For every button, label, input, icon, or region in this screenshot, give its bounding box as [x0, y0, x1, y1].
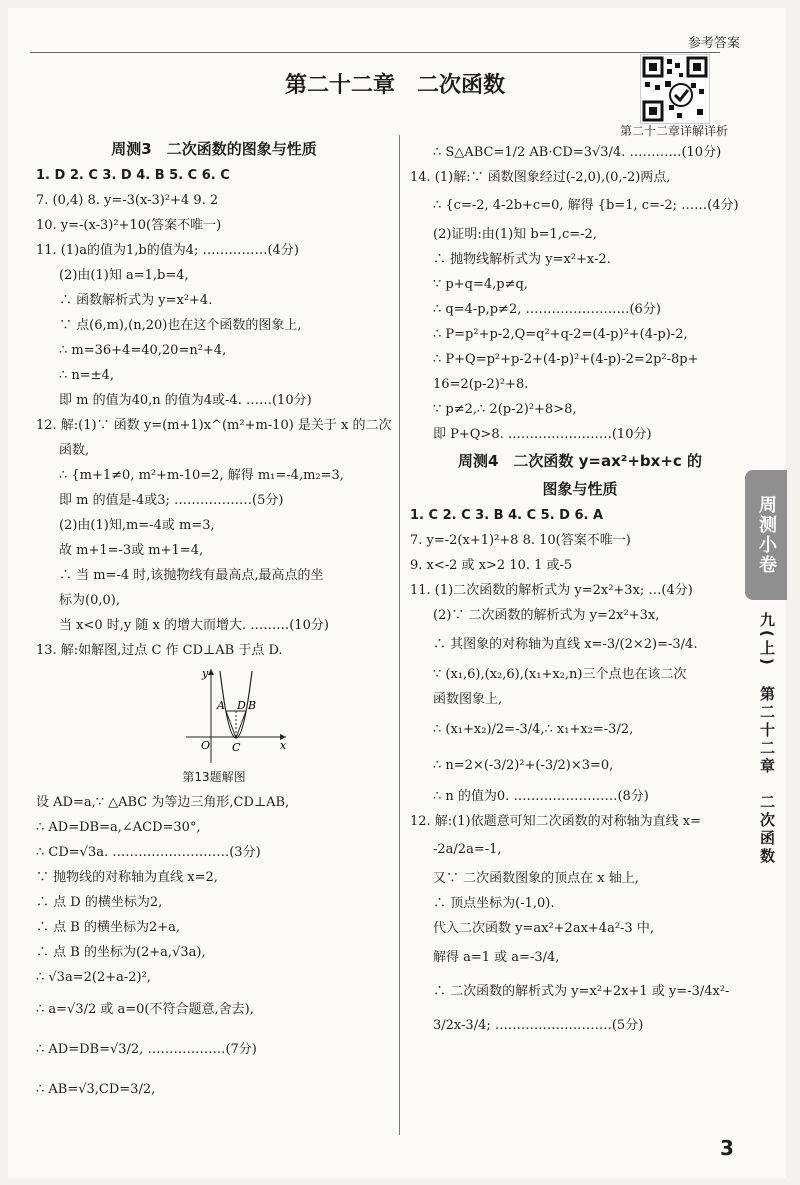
answer-line: ∴ q=4-p,p≠2, ……………………(6分) — [433, 302, 661, 317]
answer-line: ∴ 其图象的对称轴为直线 x=-3/(2×2)=-3/4. — [433, 637, 698, 652]
answer-line: ∴ AD=DB=a,∠ACD=30°, — [36, 820, 201, 835]
column-divider — [399, 135, 400, 1135]
answer-line: 1. C 2. C 3. B 4. C 5. D 6. A — [410, 508, 604, 523]
chapter-title: 第二十二章 二次函数 — [284, 73, 505, 98]
answer-line: ∴ {m+1≠0, m²+m-10=2, 解得 m₁=-4,m₂=3, — [59, 468, 344, 483]
answer-line: ∴ 函数解析式为 y=x²+4. — [59, 293, 213, 308]
answer-line: 代入二次函数 y=ax²+2ax+4a²-3 中, — [433, 921, 654, 936]
answer-line: 设 AD=a,∵ △ABC 为等边三角形,CD⊥AB, — [36, 795, 290, 810]
fig-label-b: B — [248, 699, 257, 712]
answers-header: 参考答案 — [688, 36, 741, 51]
qr-caption: 第二十二章详解详析 — [620, 124, 729, 138]
answer-line: ∴ n 的值为0. ……………………(8分) — [433, 789, 649, 804]
right-column — [410, 140, 750, 1043]
figure-13 — [36, 665, 392, 765]
answer-line: 14. (1)解:∵ 函数图象经过(-2,0),(0,-2)两点, — [410, 170, 671, 185]
fig-label-d: D — [237, 699, 246, 712]
answer-line: ∴ CD=√3a. ………………………(3分) — [36, 845, 261, 860]
answer-line: ∴ 二次函数的解析式为 y=x²+2x+1 或 y=-3/4x²- — [433, 984, 730, 999]
answer-line: ∵ 抛物线的对称轴为直线 x=2, — [36, 870, 218, 885]
answer-line: 1. D 2. C 3. D 4. B 5. C 6. C — [36, 168, 230, 183]
page-number: 3 — [720, 1136, 734, 1160]
answer-line: ∴ AD=DB=√3/2, ………………(7分) — [36, 1042, 257, 1057]
side-tab-weekly-quiz[interactable]: 周测小卷 — [745, 470, 787, 600]
parabola-diagram — [36, 665, 392, 765]
section-title-week3: 周测3 二次函数的图象与性质 — [111, 140, 317, 158]
answer-line: ∴ S△ABC=1/2 AB·CD=3√3/4. …………(10分) — [433, 145, 722, 160]
answer-line: 11. (1)二次函数的解析式为 y=2x²+3x; …(4分) — [410, 583, 693, 598]
answer-line: 12. 解:(1)依题意可知二次函数的对称轴为直线 x= — [410, 814, 701, 829]
answer-line: 故 m+1=-3或 m+1=4, — [59, 543, 204, 558]
answer-line: ∴ {c=-2, 4-2b+c=0, 解得 {b=1, c=-2; ……(4分) — [433, 198, 739, 213]
top-rule — [30, 52, 720, 53]
fig-label-o: O — [201, 739, 211, 752]
answer-line: (2)由(1)知 a=1,b=4, — [59, 268, 189, 283]
answer-line: ∵ (x₁,6),(x₂,6),(x₁+x₂,n)三个点也在该二次 — [433, 667, 687, 682]
answer-line: ∵ p≠2,∴ 2(p-2)²+8>8, — [433, 402, 577, 417]
answer-line: ∴ 点 B 的横坐标为2+a, — [36, 920, 180, 935]
answer-line: ∴ √3a=2(2+a-2)², — [36, 970, 151, 985]
answer-line: 又∵ 二次函数图象的顶点在 x 轴上, — [433, 871, 639, 886]
side-vertical-label: 九(上) 第二十二章 二次函数 — [758, 612, 776, 866]
answer-line: 7. y=-2(x+1)²+8 8. 10(答案不唯一) — [410, 533, 631, 548]
left-column — [36, 135, 392, 1110]
fig-label-a: A — [217, 699, 225, 712]
fig-label-y: y — [202, 667, 209, 680]
answer-line: 即 P+Q>8. ……………………(10分) — [433, 427, 652, 442]
answer-line: (2)证明:由(1)知 b=1,c=-2, — [433, 227, 597, 242]
answer-line: 解得 a=1 或 a=-3/4, — [433, 950, 560, 965]
answer-line: 12. 解:(1)∵ 函数 y=(m+1)x^(m²+m-10) 是关于 x 的二次 — [36, 418, 392, 433]
answer-line: 函数, — [59, 443, 90, 458]
section-title-week4: 周测4 二次函数 y=ax²+bx+c 的 — [457, 452, 703, 470]
answer-line: 16=2(p-2)²+8. — [433, 377, 529, 392]
answer-line: ∴ P=p²+p-2,Q=q²+q-2=(4-p)²+(4-p)-2, — [433, 327, 688, 342]
answer-line: 标为(0,0), — [59, 593, 120, 608]
answer-line: ∴ 顶点坐标为(-1,0). — [433, 896, 555, 911]
answer-line: ∴ n=±4, — [59, 368, 114, 383]
answer-line: ∴ 点 D 的横坐标为2, — [36, 895, 163, 910]
answer-line: ∴ m=36+4=40,20=n²+4, — [59, 343, 227, 358]
answer-line: -2a/2a=-1, — [433, 842, 502, 857]
answer-line: 11. (1)a的值为1,b的值为4; ……………(4分) — [36, 243, 299, 258]
answer-line: 10. y=-(x-3)²+10(答案不唯一) — [36, 218, 222, 233]
answer-line: ∴ n=2×(-3/2)²+(-3/2)×3=0, — [433, 758, 614, 773]
answer-line: ∴ 点 B 的坐标为(2+a,√3a), — [36, 945, 206, 960]
answer-line: (2)∵ 二次函数的解析式为 y=2x²+3x, — [433, 608, 660, 623]
answer-line: ∴ a=√3/2 或 a=0(不符合题意,舍去), — [36, 1002, 254, 1017]
answer-line: 7. (0,4) 8. y=-3(x-3)²+4 9. 2 — [36, 193, 219, 208]
answer-line: 13. 解:如解图,过点 C 作 CD⊥AB 于点 D. — [36, 643, 283, 658]
answer-line: ∵ p+q=4,p≠q, — [433, 277, 528, 292]
answer-line: (2)由(1)知,m=-4或 m=3, — [59, 518, 215, 533]
answer-line: 当 x<0 时,y 随 x 的增大而增大. ………(10分) — [59, 618, 329, 633]
answer-line: 函数图象上, — [433, 692, 503, 707]
answer-line: ∴ 当 m=-4 时,该抛物线有最高点,最高点的坐 — [59, 568, 324, 583]
answer-line: ∴ 抛物线解析式为 y=x²+x-2. — [433, 252, 611, 267]
figure-caption: 第13题解图 — [182, 770, 246, 784]
answer-line: 即 m 的值是-4或3; ………………(5分) — [59, 493, 284, 508]
answer-line: ∴ P+Q=p²+p-2+(4-p)²+(4-p)-2=2p²-8p+ — [433, 352, 699, 367]
answer-line: ∴ AB=√3,CD=3/2, — [36, 1082, 156, 1097]
fig-label-c: C — [232, 741, 241, 754]
section-title-week4-line2: 图象与性质 — [542, 480, 618, 498]
qr-code-icon[interactable] — [640, 54, 710, 124]
answer-line: 9. x<-2 或 x>2 10. 1 或-5 — [410, 558, 573, 573]
answer-line: 3/2x-3/4; ………………………(5分) — [433, 1018, 644, 1033]
fig-label-x: x — [280, 739, 287, 752]
answer-line: 即 m 的值为40,n 的值为4或-4. ……(10分) — [59, 393, 312, 408]
answer-line: ∴ (x₁+x₂)/2=-3/4,∴ x₁+x₂=-3/2, — [433, 722, 634, 737]
answer-line: ∵ 点(6,m),(n,20)也在这个函数的图象上, — [59, 318, 302, 333]
